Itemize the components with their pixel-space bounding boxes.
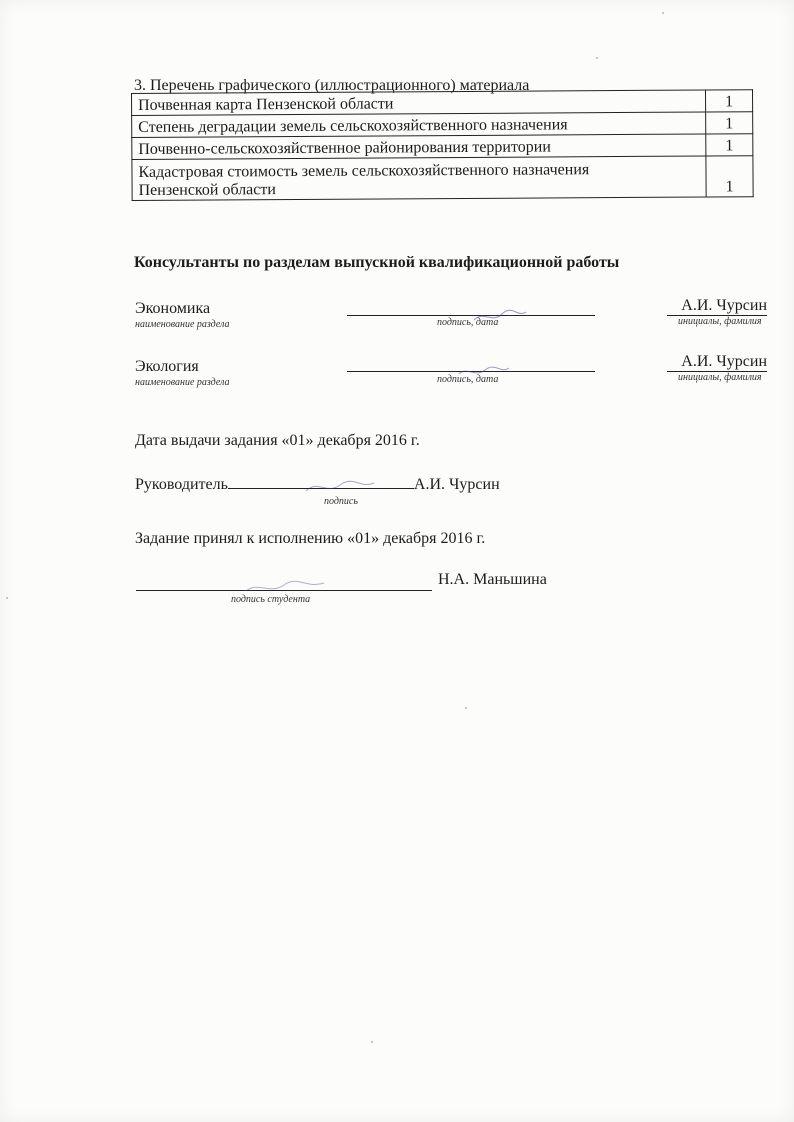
consultant-section-ecology: Экология: [135, 358, 199, 375]
section-caption: наименование раздела: [135, 319, 230, 330]
material-name: Почвенно-сельскохозяйственное районирования территории: [132, 134, 706, 160]
material-count: 1: [706, 156, 753, 197]
material-name-line2: Пензенской области: [138, 181, 276, 199]
material-count: 1: [706, 90, 753, 112]
consultant-name: А.И. Чурсин: [667, 353, 767, 372]
section-caption: наименование раздела: [135, 377, 230, 388]
consultant-section-economics: Экономика: [135, 300, 211, 317]
supervisor-signature-line[interactable]: [228, 476, 414, 489]
scan-speck: [465, 707, 467, 709]
table-row: [132, 156, 753, 201]
accepted-line: Задание принял к исполнению «01» декабря 2016 г.: [135, 530, 486, 547]
supervisor-label: Руководитель: [135, 476, 228, 493]
scan-speck: [662, 12, 664, 14]
scan-speck: [6, 597, 8, 599]
materials-table: [131, 89, 754, 201]
issue-date: Дата выдачи задания «01» декабря 2016 г.: [135, 432, 420, 449]
student-name: Н.А. Маньшина: [438, 571, 547, 588]
signature-line[interactable]: [347, 315, 595, 316]
signature-line[interactable]: [347, 371, 595, 372]
scan-speck: [596, 57, 598, 59]
student-signature-line[interactable]: [136, 590, 432, 591]
material-name: [132, 156, 706, 201]
student-signature-caption: подпись студента: [231, 594, 311, 605]
signature-caption: подпись, дата: [437, 374, 499, 385]
material-count: 1: [706, 134, 753, 156]
supervisor-signature-caption: подпись: [324, 496, 358, 507]
scan-speck: [371, 1041, 373, 1043]
material-name-line1: Кадастровая стоимость земель сельскохозяйственного назначения: [138, 161, 590, 181]
material-count: 1: [706, 112, 753, 134]
consultants-heading: Консультанты по разделам выпускной квалификационной работы: [134, 254, 620, 271]
supervisor-line: [135, 476, 500, 494]
material-name: Почвенная карта Пензенской области: [132, 90, 706, 116]
supervisor-name: А.И. Чурсин: [413, 476, 500, 493]
name-caption: инициалы, фамилия: [678, 372, 762, 383]
signature-caption: подпись, дата: [437, 317, 499, 328]
name-caption: инициалы, фамилия: [678, 316, 762, 327]
material-name: Степень деградации земель сельскохозяйственного назначения: [132, 112, 706, 138]
consultant-name: А.И. Чурсин: [667, 297, 767, 316]
materials-heading: 3. Перечень графического (иллюстрационного) материала: [134, 77, 530, 94]
